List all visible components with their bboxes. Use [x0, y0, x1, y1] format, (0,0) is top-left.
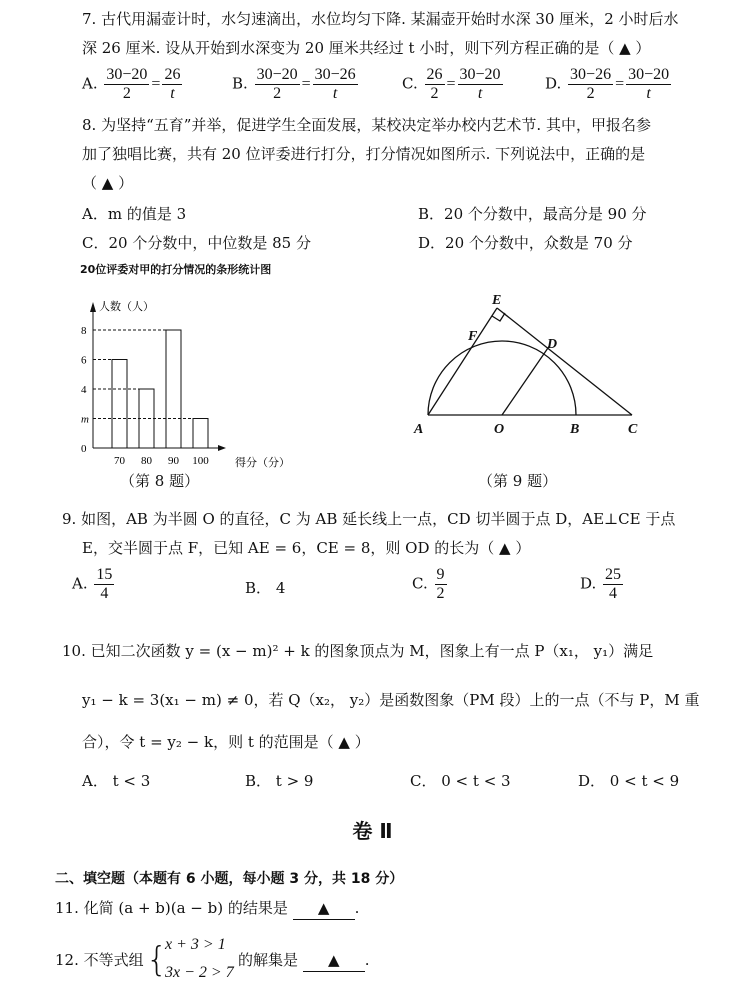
brace: { — [146, 940, 168, 980]
point-label-E: E — [492, 293, 502, 308]
y-axis-label: 人数（人） — [99, 301, 154, 313]
point-label-C: C — [628, 422, 638, 437]
bar-80 — [139, 389, 154, 448]
semicircle — [428, 341, 576, 415]
fraction: $\frac{25}{4}$ — [605, 566, 622, 602]
q10-line1: 10. 已知二次函数 y = (x − m)² + k 的图象顶点为 M，图象上有一点 P（x₁， y₁）满足 — [62, 642, 654, 660]
q8-option-c: C．20 个分数中，中位数是 85 分 — [82, 234, 311, 252]
q12-inequality-1: x + 3 > 1 — [165, 936, 226, 953]
fraction: $\frac{30-20}{t}$ — [459, 66, 501, 102]
point-label-D: D — [547, 337, 558, 352]
x-tick-label: 90 — [168, 455, 179, 467]
chart-title: 20位评委对甲的打分情况的条形统计图 — [80, 263, 272, 276]
q11 — [55, 897, 359, 920]
q8-option-b: B．20 个分数中，最高分是 90 分 — [418, 205, 647, 223]
fraction: $\frac{9}{2}$ — [436, 566, 445, 602]
q9-option-d: D. $\frac{25}{4}$ — [580, 566, 622, 602]
q7-line2: 深 26 厘米. 设从开始到水深变为 20 厘米共经过 t 小时，则下列方程正确的是（ ▲ ） — [82, 39, 651, 57]
fraction: $\frac{30-20}{2}$ — [256, 66, 298, 102]
q8-option-d: D．20 个分数中，众数是 70 分 — [418, 234, 633, 252]
q7-line1: 7. 古代用漏壶计时，水匀速滴出，水位均匀下降. 某漏壶开始时水深 30 厘米，2 小时后水 — [82, 10, 679, 28]
bar-70 — [112, 360, 127, 449]
line-ec — [497, 308, 632, 415]
bar-100 — [193, 419, 208, 449]
q8-line1: 8. 为坚持“五育”并举，促进学生全面发展，某校决定举办校内艺术节. 其中，甲报名参 — [82, 116, 651, 134]
q10-option-a: A． t < 3 — [82, 772, 151, 790]
q12-suffix — [238, 949, 370, 972]
section-part-heading: 二、填空题（本题有 6 小题，每小题 3 分，共 18 分） — [55, 871, 404, 887]
section-title: 卷 Ⅱ — [352, 819, 393, 843]
q11-answer-blank: ▲ — [293, 897, 355, 920]
y-tick-label: 4 — [81, 384, 87, 396]
q11-text: 11. 化简 (a + b)(a − b) 的结果是 — [55, 899, 288, 917]
x-axis-arrow — [218, 445, 226, 451]
q9-option-a: A. $\frac{15}{4}$ — [72, 566, 113, 602]
q9-line1: 9. 如图，AB 为半圆 O 的直径，C 为 AB 延长线上一点，CD 切半圆于点 D，AE⊥CE 于点 — [62, 510, 676, 528]
q9-option-c: C. $\frac{9}{2}$ — [412, 566, 445, 602]
q12-answer-blank: ▲ — [303, 949, 365, 972]
bar-chart — [60, 290, 320, 470]
q7-option-a: A. $\frac{30-20}{2}$ = $\frac{26}{t}$ — [82, 66, 181, 102]
line-od — [502, 345, 550, 415]
fraction: $\frac{30-20}{2}$ — [106, 66, 148, 102]
geometry-figure-9 — [400, 290, 660, 450]
fraction: $\frac{15}{4}$ — [96, 566, 113, 602]
fraction: $\frac{26}{2}$ — [426, 66, 443, 102]
q7-option-b: B. $\frac{30-20}{2}$ = $\frac{30-26}{t}$ — [232, 66, 356, 102]
y-axis-arrow — [90, 302, 96, 312]
q12-end: . — [364, 951, 370, 969]
fraction: $\frac{30-26}{2}$ — [570, 66, 612, 102]
q8-line2: 加了独唱比赛，共有 20 位评委进行打分，打分情况如图所示. 下列说法中，正确的是 — [82, 145, 646, 163]
point-label-O: O — [494, 422, 505, 437]
line-ae — [428, 308, 497, 415]
q10-option-c: C． 0 < t < 3 — [410, 772, 511, 790]
q10-option-d: D． 0 < t < 9 — [578, 772, 680, 790]
q9-line2: E，交半圆于点 F，已知 AE = 6，CE = 8，则 OD 的长为（ ▲ ） — [82, 539, 531, 557]
x-axis-label: 得分（分） — [235, 457, 290, 469]
q10-line2: y₁ − k = 3(x₁ − m) ≠ 0，若 Q（x₂， y₂）是函数图象（PM 段）上的一点（不与 P，M 重 — [82, 691, 700, 709]
y-tick-label: 8 — [81, 325, 87, 337]
x-tick-label: 80 — [141, 455, 152, 467]
q11-end: . — [354, 899, 360, 917]
y-tick-label: m — [81, 413, 89, 426]
fraction: $\frac{26}{t}$ — [164, 66, 181, 102]
point-label-A: A — [414, 422, 424, 437]
fraction: $\frac{30-26}{t}$ — [314, 66, 356, 102]
q10-option-b: B． t > 9 — [245, 772, 314, 790]
y-tick-label: 0 — [81, 443, 87, 455]
right-angle-mark — [492, 313, 505, 321]
q12-suffix-text: 的解集是 — [238, 951, 299, 969]
q12-inequality-2: 3x − 2 > 7 — [165, 964, 234, 981]
x-tick-label: 100 — [192, 455, 209, 467]
x-tick-label: 70 — [114, 455, 125, 467]
fig8-caption: （第 8 题） — [120, 472, 200, 490]
point-label-F: F — [468, 329, 478, 344]
y-tick-label: 6 — [81, 354, 87, 367]
q12-prefix: 12. 不等式组 — [55, 951, 144, 969]
q8-line3: （ ▲ ） — [82, 174, 134, 192]
q9-option-b: B． 4 — [245, 579, 286, 597]
fig9-caption: （第 9 题） — [478, 472, 558, 490]
q7-option-d: D. $\frac{30-26}{2}$ = $\frac{30-20}{t}$ — [545, 66, 670, 102]
q10-line3: 合），令 t = y₂ − k，则 t 的范围是（ ▲ ） — [82, 733, 370, 751]
bar-90 — [166, 330, 181, 448]
q8-option-a: A．m 的值是 3 — [82, 205, 187, 223]
q7-option-c: C. $\frac{26}{2}$ = $\frac{30-20}{t}$ — [402, 66, 501, 102]
point-label-B: B — [570, 422, 580, 437]
fraction: $\frac{30-20}{t}$ — [628, 66, 670, 102]
